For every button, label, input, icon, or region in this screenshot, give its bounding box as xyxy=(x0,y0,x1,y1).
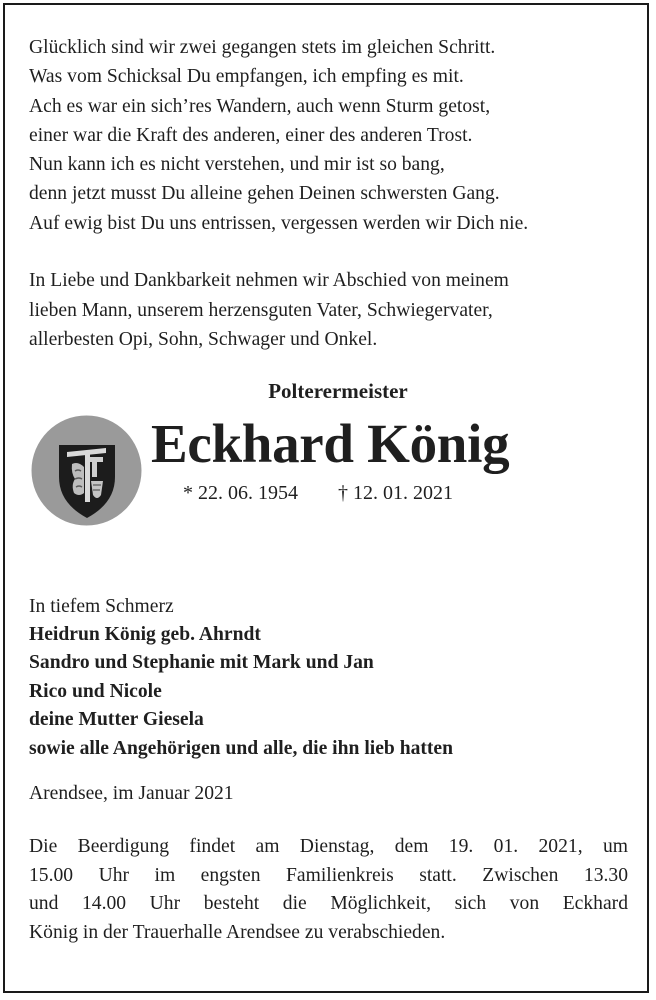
funeral-line: 15.00 Uhr im engsten Familienkreis statt. Zwischen 13.30 xyxy=(29,864,628,886)
deceased-title: Polterermeister xyxy=(268,378,408,403)
obituary-content xyxy=(29,33,629,948)
mourner-name: Rico und Nicole xyxy=(29,680,162,702)
funeral-notice xyxy=(29,833,628,948)
mourner-name: Sandro und Stephanie mit Mark und Jan xyxy=(29,652,374,674)
upholsterer-guild-emblem-icon xyxy=(31,415,142,526)
mourner-name: sowie alle Angehörigen und alle, die ihn lieb hatten xyxy=(29,737,454,759)
life-dates xyxy=(183,480,453,506)
poem-line: Ach es war ein sich’res Wandern, auch wenn Sturm getost, xyxy=(29,95,491,117)
farewell-line: lieben Mann, unserem herzensguten Vater, Schwiegervater, xyxy=(29,299,493,321)
funeral-line: König in der Trauerhalle Arendsee zu verabschieden. xyxy=(29,922,446,944)
deceased-block xyxy=(29,404,629,514)
poem-line: Nun kann ich es nicht verstehen, und mir ist so bang, xyxy=(29,154,445,176)
poem-line: denn jetzt musst Du alleine gehen Deinen schwersten Gang. xyxy=(29,183,500,205)
poem xyxy=(29,33,629,238)
farewell-line: In Liebe und Dankbarkeit nehmen wir Abschied von meinem xyxy=(29,270,509,292)
mourner-name: deine Mutter Giesela xyxy=(29,709,204,731)
farewell-text xyxy=(29,266,629,355)
funeral-line: und 14.00 Uhr besteht die Möglichkeit, sich von Eckhard xyxy=(29,893,628,915)
poem-line: Auf ewig bist Du uns entrissen, vergessen werden wir Dich nie. xyxy=(29,212,529,234)
mourners xyxy=(29,593,629,763)
mourners-intro: In tiefem Schmerz xyxy=(29,595,174,617)
mourner-name: Heidrun König geb. Ahrndt xyxy=(29,623,261,645)
farewell-line: allerbesten Opi, Sohn, Schwager und Onkel. xyxy=(29,329,378,351)
death-date: † 12. 01. 2021 xyxy=(338,481,453,504)
poem-line: einer war die Kraft des anderen, einer des anderen Trost. xyxy=(29,124,473,146)
poem-line: Glücklich sind wir zwei gegangen stets im gleichen Schritt. xyxy=(29,37,496,58)
deceased-name: Eckhard König xyxy=(151,412,510,474)
birth-date: * 22. 06. 1954 xyxy=(183,481,298,504)
funeral-line: Die Beerdigung findet am Dienstag, dem 19. 01. 2021, um xyxy=(29,836,628,858)
poem-line: Was vom Schicksal Du empfangen, ich empfing es mit. xyxy=(29,66,464,88)
place-date: Arendsee, im Januar 2021 xyxy=(29,783,234,805)
